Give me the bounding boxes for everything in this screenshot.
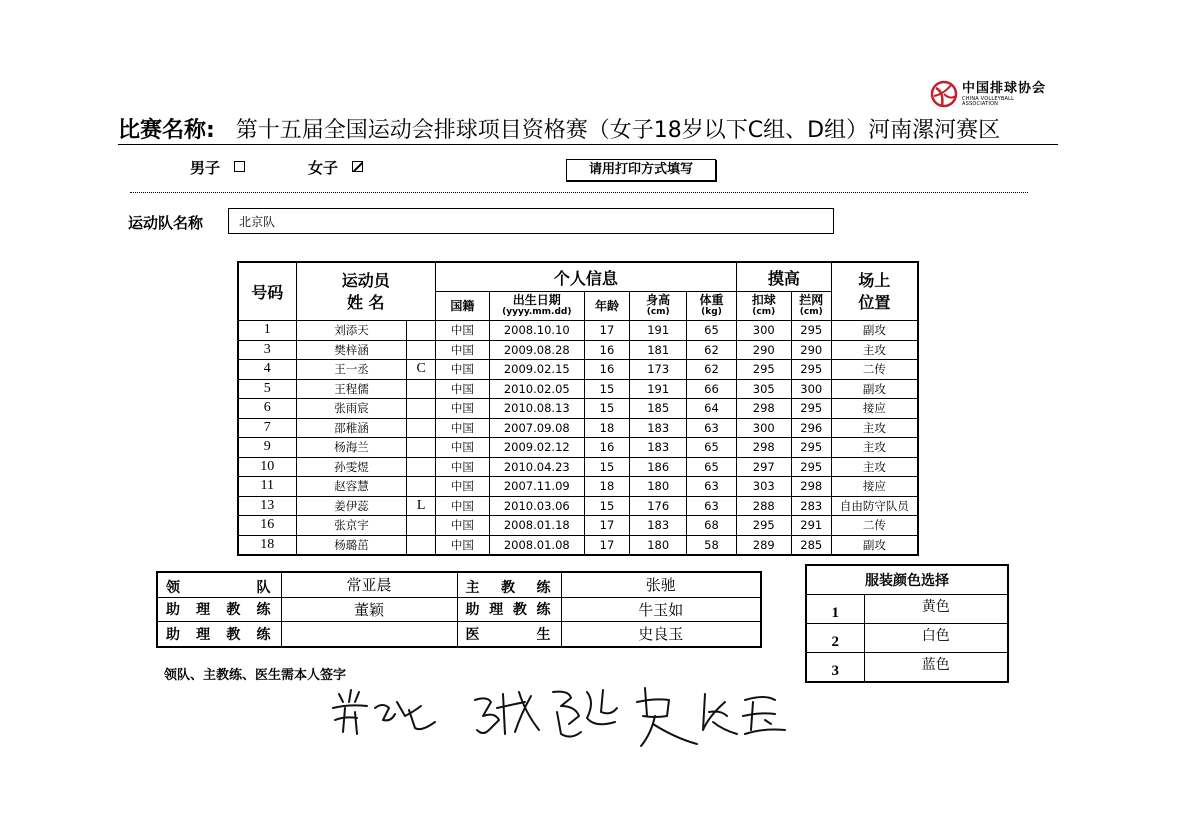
player-nationality[interactable]: 中国 bbox=[435, 399, 489, 419]
header-weight-unit: (kg) bbox=[701, 307, 722, 317]
player-dob[interactable]: 2007.09.08 bbox=[489, 418, 584, 438]
player-weight[interactable]: 65 bbox=[687, 321, 737, 341]
player-position[interactable]: 自由防守队员 bbox=[831, 496, 918, 516]
player-nationality[interactable]: 中国 bbox=[435, 457, 489, 477]
header-reach: 摸高 bbox=[736, 262, 831, 292]
player-name[interactable]: 杨璐茁 bbox=[296, 535, 407, 555]
player-name[interactable]: 王程儒 bbox=[296, 379, 407, 399]
player-position[interactable]: 副攻 bbox=[831, 535, 918, 555]
player-name[interactable]: 邵稚涵 bbox=[296, 418, 407, 438]
player-height[interactable]: 185 bbox=[630, 399, 687, 419]
uniform-option-color[interactable]: 蓝色 bbox=[864, 653, 1008, 683]
table-row bbox=[238, 340, 918, 360]
player-number[interactable]: 5 bbox=[238, 379, 296, 399]
competition-label: 比赛名称: bbox=[118, 118, 215, 143]
player-spike-reach[interactable]: 300 bbox=[736, 321, 791, 341]
player-nationality[interactable]: 中国 bbox=[435, 321, 489, 341]
player-nationality[interactable]: 中国 bbox=[435, 496, 489, 516]
asst-coach-label-1: 助理教练 bbox=[157, 597, 281, 622]
player-height[interactable]: 181 bbox=[630, 340, 687, 360]
cva-logo bbox=[930, 78, 1050, 110]
player-dob[interactable]: 2008.10.10 bbox=[489, 321, 584, 341]
player-nationality[interactable]: 中国 bbox=[435, 418, 489, 438]
signature-note: 领队、主教练、医生需本人签字 bbox=[164, 668, 347, 683]
player-mark[interactable] bbox=[407, 418, 436, 438]
uniform-option-color[interactable]: 白色 bbox=[864, 624, 1008, 653]
player-block-reach[interactable]: 295 bbox=[791, 360, 831, 380]
gender-female bbox=[308, 157, 363, 178]
player-height[interactable]: 180 bbox=[630, 535, 687, 555]
asst-coach-label-3: 助理教练 bbox=[457, 597, 561, 622]
female-label: 女子 bbox=[308, 159, 339, 177]
table-row bbox=[238, 418, 918, 438]
player-position[interactable]: 副攻 bbox=[831, 321, 918, 341]
doctor-label: 医生 bbox=[457, 622, 561, 647]
doctor-value[interactable]: 史良玉 bbox=[561, 622, 761, 647]
player-dob[interactable]: 2010.03.06 bbox=[489, 496, 584, 516]
player-weight[interactable]: 66 bbox=[687, 379, 737, 399]
player-name[interactable]: 张雨宸 bbox=[296, 399, 407, 419]
header-nationality: 国籍 bbox=[435, 292, 489, 321]
header-weight-label: 体重 bbox=[699, 293, 724, 307]
player-position[interactable]: 二传 bbox=[831, 360, 918, 380]
player-spike-reach[interactable]: 290 bbox=[736, 340, 791, 360]
staff-table bbox=[156, 571, 762, 648]
player-mark[interactable]: L bbox=[407, 496, 436, 516]
player-age[interactable]: 15 bbox=[584, 399, 629, 419]
player-mark[interactable] bbox=[407, 438, 436, 458]
player-weight[interactable]: 68 bbox=[687, 516, 737, 536]
table-row bbox=[238, 438, 918, 458]
player-mark[interactable] bbox=[407, 457, 436, 477]
player-position[interactable]: 二传 bbox=[831, 516, 918, 536]
uniform-option-num: 3 bbox=[806, 653, 864, 683]
asst-coach-value-1[interactable]: 董颖 bbox=[281, 597, 457, 622]
logo-subtext: CHINA VOLLEYBALL ASSOCIATION bbox=[962, 95, 1015, 107]
player-spike-reach[interactable]: 300 bbox=[736, 418, 791, 438]
player-position[interactable]: 副攻 bbox=[831, 379, 918, 399]
player-height[interactable]: 173 bbox=[630, 360, 687, 380]
player-age[interactable]: 15 bbox=[584, 457, 629, 477]
player-weight[interactable]: 63 bbox=[687, 418, 737, 438]
player-name[interactable]: 姜伊蕊 bbox=[296, 496, 407, 516]
header-block bbox=[791, 292, 831, 321]
player-name[interactable]: 张京宇 bbox=[296, 516, 407, 536]
player-dob[interactable]: 2009.02.15 bbox=[489, 360, 584, 380]
player-name[interactable]: 杨海兰 bbox=[296, 438, 407, 458]
header-name: 姓 名 bbox=[346, 292, 385, 312]
player-nationality[interactable]: 中国 bbox=[435, 477, 489, 497]
player-block-reach[interactable]: 295 bbox=[791, 399, 831, 419]
player-name[interactable]: 孙雯煜 bbox=[296, 457, 407, 477]
player-dob[interactable]: 2008.01.18 bbox=[489, 516, 584, 536]
uniform-option-num: 1 bbox=[806, 595, 864, 624]
female-checkbox[interactable] bbox=[352, 161, 363, 172]
table-row bbox=[238, 321, 918, 341]
player-weight[interactable]: 64 bbox=[687, 399, 737, 419]
player-spike-reach[interactable]: 288 bbox=[736, 496, 791, 516]
logo-text: 中国排球协会 bbox=[962, 80, 1047, 96]
player-height[interactable]: 183 bbox=[630, 516, 687, 536]
volleyball-logo-icon bbox=[930, 80, 958, 108]
handwritten-signatures bbox=[325, 672, 805, 752]
leader-label: 领队 bbox=[157, 572, 281, 597]
header-height-unit: (cm) bbox=[646, 307, 670, 317]
player-number[interactable]: 18 bbox=[238, 535, 296, 555]
player-block-reach[interactable]: 295 bbox=[791, 438, 831, 458]
player-nationality[interactable]: 中国 bbox=[435, 535, 489, 555]
player-age[interactable]: 15 bbox=[584, 379, 629, 399]
player-age[interactable]: 18 bbox=[584, 418, 629, 438]
header-personal-info: 个人信息 bbox=[435, 262, 736, 292]
player-mark[interactable] bbox=[407, 516, 436, 536]
asst-coach-label-2: 助理教练 bbox=[157, 622, 281, 647]
leader-value[interactable]: 常亚晨 bbox=[281, 572, 457, 597]
table-row bbox=[238, 477, 918, 497]
player-block-reach[interactable]: 283 bbox=[791, 496, 831, 516]
player-block-reach[interactable]: 295 bbox=[791, 321, 831, 341]
player-block-reach[interactable]: 296 bbox=[791, 418, 831, 438]
header-spike bbox=[736, 292, 791, 321]
table-row bbox=[238, 399, 918, 419]
header-athlete: 运动员 bbox=[341, 270, 390, 290]
uniform-color-table bbox=[805, 564, 1009, 683]
player-weight[interactable]: 62 bbox=[687, 340, 737, 360]
male-checkbox[interactable] bbox=[234, 161, 245, 172]
table-row bbox=[238, 516, 918, 536]
header-spike-unit: (cm) bbox=[752, 307, 776, 317]
player-height[interactable]: 183 bbox=[630, 418, 687, 438]
player-number[interactable]: 10 bbox=[238, 457, 296, 477]
player-age[interactable]: 17 bbox=[584, 535, 629, 555]
signature-head-coach bbox=[475, 690, 617, 737]
table-row bbox=[238, 457, 918, 477]
player-nationality[interactable]: 中国 bbox=[435, 379, 489, 399]
player-mark[interactable] bbox=[407, 535, 436, 555]
player-mark[interactable] bbox=[407, 399, 436, 419]
player-nationality[interactable]: 中国 bbox=[435, 438, 489, 458]
player-name[interactable]: 王一丞 bbox=[296, 360, 407, 380]
player-weight[interactable]: 63 bbox=[687, 496, 737, 516]
player-nationality[interactable]: 中国 bbox=[435, 360, 489, 380]
player-number[interactable]: 11 bbox=[238, 477, 296, 497]
male-label: 男子 bbox=[190, 159, 221, 177]
player-number[interactable]: 6 bbox=[238, 399, 296, 419]
player-dob[interactable]: 2010.08.13 bbox=[489, 399, 584, 419]
player-mark[interactable] bbox=[407, 321, 436, 341]
player-mark[interactable]: C bbox=[407, 360, 436, 380]
header-dob bbox=[489, 292, 584, 321]
player-weight[interactable]: 62 bbox=[687, 360, 737, 380]
player-number[interactable]: 9 bbox=[238, 438, 296, 458]
team-label: 运动队名称 bbox=[128, 214, 204, 232]
player-position[interactable]: 主攻 bbox=[831, 418, 918, 438]
competition-name: 第十五届全国运动会排球项目资格赛（女子18岁以下C组、D组）河南漯河赛区 bbox=[235, 118, 1001, 143]
player-position[interactable]: 主攻 bbox=[831, 457, 918, 477]
player-position[interactable]: 接应 bbox=[831, 399, 918, 419]
player-dob[interactable]: 2010.02.05 bbox=[489, 379, 584, 399]
team-name-field[interactable]: 北京队 bbox=[228, 208, 834, 234]
player-height[interactable]: 191 bbox=[630, 379, 687, 399]
player-number[interactable]: 1 bbox=[238, 321, 296, 341]
head-coach-label: 主教练 bbox=[457, 572, 561, 597]
player-number[interactable]: 13 bbox=[238, 496, 296, 516]
header-position-line2: 位置 bbox=[858, 292, 891, 312]
player-spike-reach[interactable]: 305 bbox=[736, 379, 791, 399]
player-height[interactable]: 180 bbox=[630, 477, 687, 497]
player-weight[interactable]: 65 bbox=[687, 457, 737, 477]
player-block-reach[interactable]: 291 bbox=[791, 516, 831, 536]
player-mark[interactable] bbox=[407, 340, 436, 360]
signature-doctor bbox=[637, 688, 785, 746]
player-number[interactable]: 3 bbox=[238, 340, 296, 360]
player-dob[interactable]: 2010.04.23 bbox=[489, 457, 584, 477]
player-age[interactable]: 17 bbox=[584, 516, 629, 536]
player-spike-reach[interactable]: 295 bbox=[736, 516, 791, 536]
player-nationality[interactable]: 中国 bbox=[435, 516, 489, 536]
player-spike-reach[interactable]: 295 bbox=[736, 360, 791, 380]
header-weight bbox=[687, 292, 737, 321]
player-name[interactable]: 樊梓涵 bbox=[296, 340, 407, 360]
player-weight[interactable]: 65 bbox=[687, 438, 737, 458]
player-age[interactable]: 16 bbox=[584, 438, 629, 458]
asst-coach-value-3[interactable]: 牛玉如 bbox=[561, 597, 761, 622]
player-name[interactable]: 赵容慧 bbox=[296, 477, 407, 497]
header-block-unit: (cm) bbox=[799, 307, 823, 317]
player-spike-reach[interactable]: 298 bbox=[736, 438, 791, 458]
signature-leader bbox=[333, 690, 435, 734]
player-number[interactable]: 7 bbox=[238, 418, 296, 438]
player-age[interactable]: 15 bbox=[584, 496, 629, 516]
player-age[interactable]: 18 bbox=[584, 477, 629, 497]
uniform-option-color[interactable]: 黄色 bbox=[864, 595, 1008, 624]
player-block-reach[interactable]: 285 bbox=[791, 535, 831, 555]
player-position[interactable]: 接应 bbox=[831, 477, 918, 497]
uniform-title: 服装颜色选择 bbox=[806, 565, 1008, 595]
player-dob[interactable]: 2009.08.28 bbox=[489, 340, 584, 360]
header-position bbox=[831, 262, 918, 321]
table-row bbox=[238, 535, 918, 555]
table-row bbox=[238, 496, 918, 516]
player-mark[interactable] bbox=[407, 477, 436, 497]
table-row bbox=[238, 360, 918, 380]
player-spike-reach[interactable]: 298 bbox=[736, 399, 791, 419]
roster-body bbox=[238, 321, 918, 556]
roster-table bbox=[237, 261, 919, 556]
header-dob-label: 出生日期 bbox=[512, 293, 561, 307]
player-age[interactable]: 16 bbox=[584, 360, 629, 380]
player-block-reach[interactable]: 298 bbox=[791, 477, 831, 497]
player-height[interactable]: 186 bbox=[630, 457, 687, 477]
player-mark[interactable] bbox=[407, 379, 436, 399]
player-block-reach[interactable]: 300 bbox=[791, 379, 831, 399]
header-athlete-name bbox=[296, 262, 435, 321]
asst-coach-value-2[interactable] bbox=[281, 622, 457, 647]
competition-title bbox=[118, 118, 1058, 145]
print-note: 请用打印方式填写 bbox=[566, 160, 717, 182]
player-position[interactable]: 主攻 bbox=[831, 340, 918, 360]
player-weight[interactable]: 63 bbox=[687, 477, 737, 497]
player-height[interactable]: 176 bbox=[630, 496, 687, 516]
player-height[interactable]: 183 bbox=[630, 438, 687, 458]
header-number: 号码 bbox=[238, 262, 296, 321]
player-number[interactable]: 4 bbox=[238, 360, 296, 380]
player-age[interactable]: 17 bbox=[584, 321, 629, 341]
header-height bbox=[630, 292, 687, 321]
header-block-label: 拦网 bbox=[799, 293, 824, 307]
player-weight[interactable]: 58 bbox=[687, 535, 737, 555]
header-age: 年龄 bbox=[584, 292, 629, 321]
player-block-reach[interactable]: 290 bbox=[791, 340, 831, 360]
player-spike-reach[interactable]: 297 bbox=[736, 457, 791, 477]
header-spike-label: 扣球 bbox=[751, 293, 776, 307]
player-spike-reach[interactable]: 303 bbox=[736, 477, 791, 497]
player-name[interactable]: 刘添天 bbox=[296, 321, 407, 341]
header-height-label: 身高 bbox=[646, 293, 671, 307]
player-dob[interactable]: 2009.02.12 bbox=[489, 438, 584, 458]
header-position-line1: 场上 bbox=[858, 270, 891, 290]
player-age[interactable]: 16 bbox=[584, 340, 629, 360]
gender-male bbox=[190, 157, 245, 178]
table-row bbox=[238, 379, 918, 399]
player-dob[interactable]: 2007.11.09 bbox=[489, 477, 584, 497]
player-dob[interactable]: 2008.01.08 bbox=[489, 535, 584, 555]
player-number[interactable]: 16 bbox=[238, 516, 296, 536]
uniform-option-num: 2 bbox=[806, 624, 864, 653]
head-coach-value[interactable]: 张驰 bbox=[561, 572, 761, 597]
header-dob-format: (yyyy.mm.dd) bbox=[502, 307, 572, 317]
player-height[interactable]: 191 bbox=[630, 321, 687, 341]
player-position[interactable]: 主攻 bbox=[831, 438, 918, 458]
player-nationality[interactable]: 中国 bbox=[435, 340, 489, 360]
dotted-divider bbox=[130, 192, 1028, 193]
player-spike-reach[interactable]: 289 bbox=[736, 535, 791, 555]
player-block-reach[interactable]: 295 bbox=[791, 457, 831, 477]
